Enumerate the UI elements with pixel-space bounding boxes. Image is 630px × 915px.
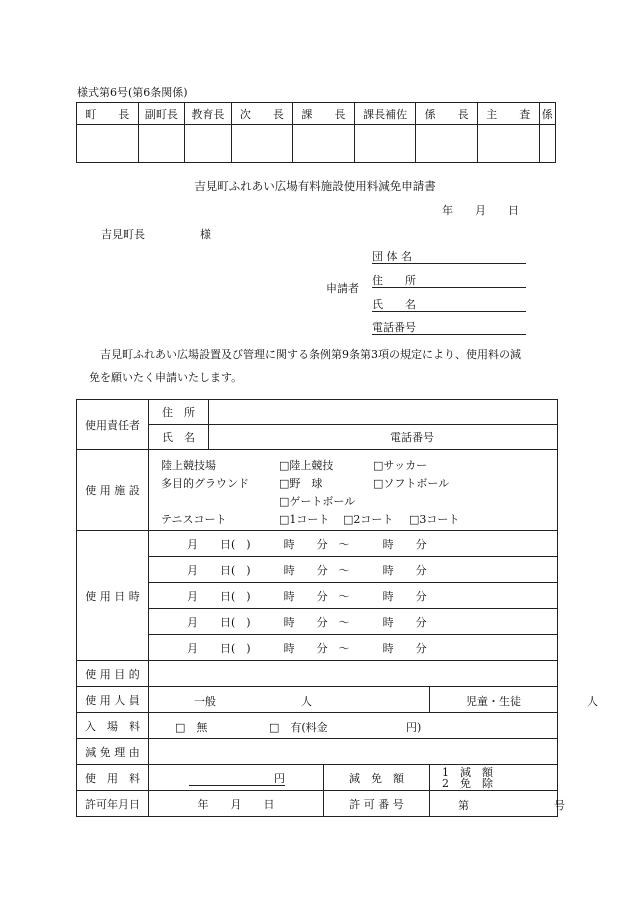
approval-header-subsection: 係 長 — [416, 103, 478, 125]
address-input-cell[interactable] — [209, 400, 558, 425]
facility-tennis: テニスコート — [161, 513, 227, 526]
approval-header-director: 次 長 — [231, 103, 293, 125]
applicant-address-field[interactable] — [372, 272, 526, 288]
stamp-cell[interactable] — [477, 125, 539, 163]
phone-label: 電話番号 — [390, 431, 434, 444]
responsible-label: 使用責任者 — [77, 400, 149, 450]
name-label: 氏 名 — [149, 425, 209, 450]
facility-multi-ground: 多目的グラウンド — [161, 477, 249, 490]
datetime-entry[interactable]: 月 日( ) 時 分 ～ 時 分 — [149, 609, 558, 635]
permit-date-cell[interactable]: 年 月 日 — [149, 791, 324, 817]
approval-header-education: 教育長 — [185, 103, 232, 125]
general-label: 一般 — [194, 694, 216, 708]
stamp-cell[interactable] — [354, 125, 416, 163]
document-title: 吉見町ふれあい広場有料施設使用料減免申請書 — [194, 179, 436, 193]
facility-athletics: 陸上競技場 — [161, 459, 216, 472]
permit-date-label: 許可年月日 — [77, 791, 149, 817]
application-table — [76, 399, 598, 817]
children-label: 児童・生徒 — [466, 694, 521, 708]
approval-table — [76, 102, 556, 163]
purpose-row — [77, 661, 558, 687]
general-unit: 人 — [301, 694, 312, 708]
body-text-line-1: 吉見町ふれあい広場設置及び管理に関する条例第9条第3項の規定により、使用料の減 — [89, 348, 521, 361]
admission-options-cell — [149, 713, 558, 739]
name-phone-cell[interactable] — [209, 425, 558, 450]
applicant-phone-label: 電話番号 — [372, 321, 416, 334]
yen-unit: 円 — [274, 771, 285, 785]
stamp-cell[interactable] — [231, 125, 293, 163]
checkbox-softball[interactable]: □ソフトボール — [373, 477, 450, 490]
reduction-label: 減 免 額 — [324, 765, 430, 791]
applicant-name-field[interactable] — [372, 296, 526, 312]
stamp-cell[interactable] — [416, 125, 478, 163]
children-unit: 人 — [587, 694, 598, 708]
usage-fee-cell[interactable] — [149, 765, 324, 791]
checkbox-fee-yes[interactable]: □ 有(料金 — [269, 720, 328, 734]
stamp-cell[interactable] — [293, 125, 355, 163]
purpose-input-cell[interactable] — [149, 661, 558, 687]
stamp-cell[interactable] — [138, 125, 185, 163]
date-line[interactable]: 年 月 日 — [442, 204, 519, 217]
permit-no-suffix: 号 — [554, 798, 565, 812]
children-count-cell[interactable] — [430, 687, 598, 713]
reduction-option-2: 2 免 除 — [442, 776, 493, 790]
datetime-entry[interactable]: 月 日( ) 時 分 ～ 時 分 — [149, 531, 558, 557]
applicant-name-label: 氏 名 — [372, 298, 416, 311]
applicant-org-label: 団 体 名 — [372, 250, 412, 263]
body-text-line-2: 免を願いたく申請いたします。 — [89, 371, 243, 384]
reduction-options-cell[interactable] — [430, 765, 558, 791]
checkbox-court-1[interactable]: □1コート — [279, 513, 330, 526]
approval-header-inspector: 主 査 — [477, 103, 539, 125]
admission-label: 入 場 料 — [77, 713, 149, 739]
reason-input-cell[interactable] — [149, 739, 558, 765]
datetime-label: 使 用 日 時 — [77, 531, 149, 661]
admission-row — [77, 713, 558, 739]
fee-row — [77, 765, 558, 791]
form-number: 様式第6号(第6条関係) — [77, 86, 188, 99]
usage-fee-input[interactable] — [189, 770, 285, 786]
checkbox-athletics[interactable]: □陸上競技 — [279, 459, 334, 472]
reason-label: 減 免 理 由 — [77, 739, 149, 765]
approval-header-mayor: 町 長 — [77, 103, 139, 125]
datetime-row — [77, 583, 558, 609]
people-row — [77, 687, 558, 713]
applicant-address-label: 住 所 — [372, 274, 416, 287]
checkbox-fee-none[interactable]: □ 無 — [175, 720, 208, 734]
stamp-cell[interactable] — [185, 125, 232, 163]
datetime-row — [77, 531, 558, 557]
permit-row — [77, 791, 558, 817]
permit-no-prefix: 第 — [458, 798, 469, 812]
approval-header-deputy: 副町長 — [138, 103, 185, 125]
checkbox-court-3[interactable]: □3コート — [409, 513, 460, 526]
datetime-row — [77, 609, 558, 635]
datetime-row — [77, 635, 558, 661]
people-label: 使 用 人 員 — [77, 687, 149, 713]
facility-options-cell — [149, 450, 558, 531]
applicant-org-field[interactable] — [372, 248, 526, 264]
permit-no-cell[interactable] — [430, 791, 565, 817]
purpose-label: 使 用 目 的 — [77, 661, 149, 687]
addressee: 吉見町長 様 — [101, 228, 211, 241]
reason-row — [77, 739, 558, 765]
datetime-entry[interactable]: 月 日( ) 時 分 ～ 時 分 — [149, 583, 558, 609]
general-count-cell[interactable] — [149, 687, 430, 713]
facility-label: 使 用 施 設 — [77, 450, 149, 531]
checkbox-baseball[interactable]: □野 球 — [279, 477, 323, 490]
approval-stamp-row — [77, 125, 556, 163]
approval-header-staff: 係 — [539, 103, 555, 125]
checkbox-soccer[interactable]: □サッカー — [373, 459, 428, 472]
applicant-phone-field[interactable] — [372, 319, 526, 335]
checkbox-court-2[interactable]: □2コート — [343, 513, 394, 526]
permit-no-label: 許 可 番 号 — [324, 791, 430, 817]
checkbox-gateball[interactable]: □ゲートボール — [279, 495, 356, 508]
datetime-entry[interactable]: 月 日( ) 時 分 ～ 時 分 — [149, 635, 558, 661]
stamp-cell[interactable] — [539, 125, 555, 163]
approval-header-section-chief: 課 長 — [293, 103, 355, 125]
approval-header-row — [77, 103, 556, 125]
responsible-address-row — [77, 400, 558, 425]
applicant-label: 申請者 — [326, 282, 359, 295]
facility-row — [77, 450, 558, 531]
approval-header-assistant: 課長補佐 — [354, 103, 416, 125]
address-label: 住 所 — [149, 400, 209, 425]
datetime-row — [77, 557, 558, 583]
fee-yen-close: 円) — [406, 720, 422, 734]
reduction-option-1: 1 減 額 — [442, 765, 493, 779]
stamp-cell[interactable] — [77, 125, 139, 163]
responsible-name-row — [77, 425, 558, 450]
usage-fee-label: 使 用 料 — [77, 765, 149, 791]
datetime-entry[interactable]: 月 日( ) 時 分 ～ 時 分 — [149, 557, 558, 583]
